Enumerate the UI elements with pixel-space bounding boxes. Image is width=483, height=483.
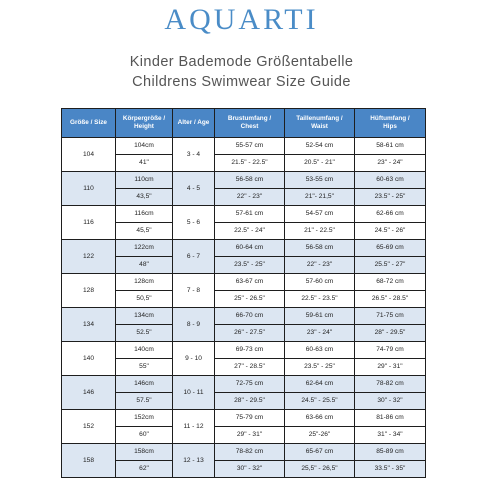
hips-cm-cell: 68-72 cm [355,274,426,291]
hips-in-cell: 29" - 31" [355,359,426,376]
table-row-inches [62,359,426,376]
height-cm-cell: 134cm [116,308,173,325]
waist-in-cell: 23.5" - 25" [285,359,355,376]
chest-cm-cell: 69-73 cm [215,342,285,359]
hips-in-cell: 23.5" - 25" [355,189,426,206]
chest-in-cell: 21.5" - 22.5" [215,155,285,172]
hips-cm-cell: 60-63 cm [355,172,426,189]
table-row [62,342,426,359]
waist-cm-cell: 65-67 cm [285,444,355,461]
header-waist [285,109,355,138]
waist-in-cell: 22" - 23" [285,257,355,274]
table-row-inches [62,393,426,410]
table-row [62,444,426,461]
size-cell: 122 [62,240,116,274]
age-cell: 5 - 6 [173,206,215,240]
hips-cm-cell: 85-89 cm [355,444,426,461]
waist-cm-cell: 59-61 cm [285,308,355,325]
table-row [62,308,426,325]
chest-cm-cell: 66-70 cm [215,308,285,325]
header-size: Größe / Size [62,109,116,138]
age-cell: 4 - 5 [173,172,215,206]
table-row-inches [62,461,426,478]
chest-cm-cell: 57-61 cm [215,206,285,223]
age-cell: 9 - 10 [173,342,215,376]
size-cell: 158 [62,444,116,478]
header-hips-line2: Hips [383,123,397,130]
height-in-cell: 41" [116,155,173,172]
hips-cm-cell: 74-79 cm [355,342,426,359]
header-waist-line1: Taillenumfang / [296,114,343,122]
chest-in-cell: 23.5" - 25" [215,257,285,274]
waist-in-cell: 22.5" - 23.5" [285,291,355,308]
age-cell: 12 - 13 [173,444,215,478]
hips-in-cell: 26.5" - 28.5" [355,291,426,308]
height-cm-cell: 146cm [116,376,173,393]
size-cell: 110 [62,172,116,206]
header-chest-line1: Brustumfang / [227,114,272,122]
waist-in-cell: 25"-26" [285,427,355,444]
waist-in-cell: 21" - 22.5" [285,223,355,240]
height-cm-cell: 158cm [116,444,173,461]
hips-cm-cell: 78-82 cm [355,376,426,393]
chest-in-cell: 22" - 23" [215,189,285,206]
waist-cm-cell: 54-57 cm [285,206,355,223]
size-cell: 140 [62,342,116,376]
height-cm-cell: 116cm [116,206,173,223]
chest-cm-cell: 60-64 cm [215,240,285,257]
table-row [62,240,426,257]
table-body [62,138,426,478]
height-in-cell: 62" [116,461,173,478]
hips-in-cell: 31" - 34" [355,427,426,444]
hips-in-cell: 33.5" - 35" [355,461,426,478]
age-cell: 6 - 7 [173,240,215,274]
chest-cm-cell: 63-67 cm [215,274,285,291]
size-table [61,108,426,478]
table-row-inches [62,223,426,240]
height-cm-cell: 128cm [116,274,173,291]
chest-in-cell: 25" - 26.5" [215,291,285,308]
age-cell: 3 - 4 [173,138,215,172]
header-waist-line2: Waist [311,123,328,130]
hips-cm-cell: 81-86 cm [355,410,426,427]
chest-in-cell: 29" - 31" [215,427,285,444]
table-row-inches [62,257,426,274]
header-hips [355,109,426,138]
header-age: Alter / Age [173,109,215,138]
hips-cm-cell: 71-75 cm [355,308,426,325]
waist-cm-cell: 57-60 cm [285,274,355,291]
hips-in-cell: 23" - 24" [355,155,426,172]
waist-cm-cell: 63-66 cm [285,410,355,427]
hips-in-cell: 24.5" - 26" [355,223,426,240]
height-cm-cell: 104cm [116,138,173,155]
table-row-inches [62,325,426,342]
age-cell: 11 - 12 [173,410,215,444]
table-row [62,138,426,155]
table-row-inches [62,291,426,308]
header-height [116,109,173,138]
height-in-cell: 43,5" [116,189,173,206]
height-in-cell: 57.5" [116,393,173,410]
chest-in-cell: 30" - 32" [215,461,285,478]
chest-cm-cell: 56-58 cm [215,172,285,189]
size-cell: 152 [62,410,116,444]
waist-cm-cell: 56-58 cm [285,240,355,257]
chest-in-cell: 27" - 28.5" [215,359,285,376]
waist-in-cell: 25,5" - 26,5" [285,461,355,478]
height-in-cell: 48" [116,257,173,274]
waist-cm-cell: 62-64 cm [285,376,355,393]
size-cell: 116 [62,206,116,240]
subtitle-german: Kinder Bademode Größentabelle [129,54,354,70]
height-in-cell: 55" [116,359,173,376]
hips-cm-cell: 62-66 cm [355,206,426,223]
brand-logo: AQUARTI [164,3,319,36]
size-cell: 134 [62,308,116,342]
size-cell: 128 [62,274,116,308]
table-header-row [62,109,426,138]
chest-cm-cell: 55-57 cm [215,138,285,155]
height-cm-cell: 140cm [116,342,173,359]
waist-cm-cell: 60-63 cm [285,342,355,359]
hips-in-cell: 28" - 29.5" [355,325,426,342]
size-cell: 146 [62,376,116,410]
chest-cm-cell: 72-75 cm [215,376,285,393]
height-in-cell: 52.5" [116,325,173,342]
hips-cm-cell: 65-69 cm [355,240,426,257]
header-hips-line1: Hüftumfang / [370,114,410,122]
header-height-line1: Körpergröße / [122,114,166,122]
table-row-inches [62,427,426,444]
table-row [62,206,426,223]
waist-in-cell: 23" - 24" [285,325,355,342]
waist-in-cell: 21"- 21,5" [285,189,355,206]
size-cell: 104 [62,138,116,172]
chest-in-cell: 22.5" - 24" [215,223,285,240]
age-cell: 7 - 8 [173,274,215,308]
hips-cm-cell: 58-61 cm [355,138,426,155]
height-in-cell: 50,5" [116,291,173,308]
height-cm-cell: 152cm [116,410,173,427]
header-chest [215,109,285,138]
table-row [62,172,426,189]
chest-in-cell: 28" - 29.5" [215,393,285,410]
hips-in-cell: 30" - 32" [355,393,426,410]
waist-in-cell: 24.5" - 25.5" [285,393,355,410]
table-row [62,274,426,291]
subtitle-english: Childrens Swimwear Size Guide [132,74,351,90]
chest-cm-cell: 75-79 cm [215,410,285,427]
table-row [62,410,426,427]
height-in-cell: 45,5" [116,223,173,240]
chest-cm-cell: 78-82 cm [215,444,285,461]
table-row-inches [62,189,426,206]
table-row-inches [62,155,426,172]
waist-in-cell: 20.5" - 21" [285,155,355,172]
age-cell: 10 - 11 [173,376,215,410]
height-in-cell: 60" [116,427,173,444]
table-row [62,376,426,393]
waist-cm-cell: 52-54 cm [285,138,355,155]
header-height-line2: Height [134,123,154,130]
height-cm-cell: 110cm [116,172,173,189]
hips-in-cell: 25.5" - 27" [355,257,426,274]
age-cell: 8 - 9 [173,308,215,342]
height-cm-cell: 122cm [116,240,173,257]
waist-cm-cell: 53-55 cm [285,172,355,189]
header-chest-line2: Chest [240,123,259,130]
chest-in-cell: 26" - 27.5" [215,325,285,342]
